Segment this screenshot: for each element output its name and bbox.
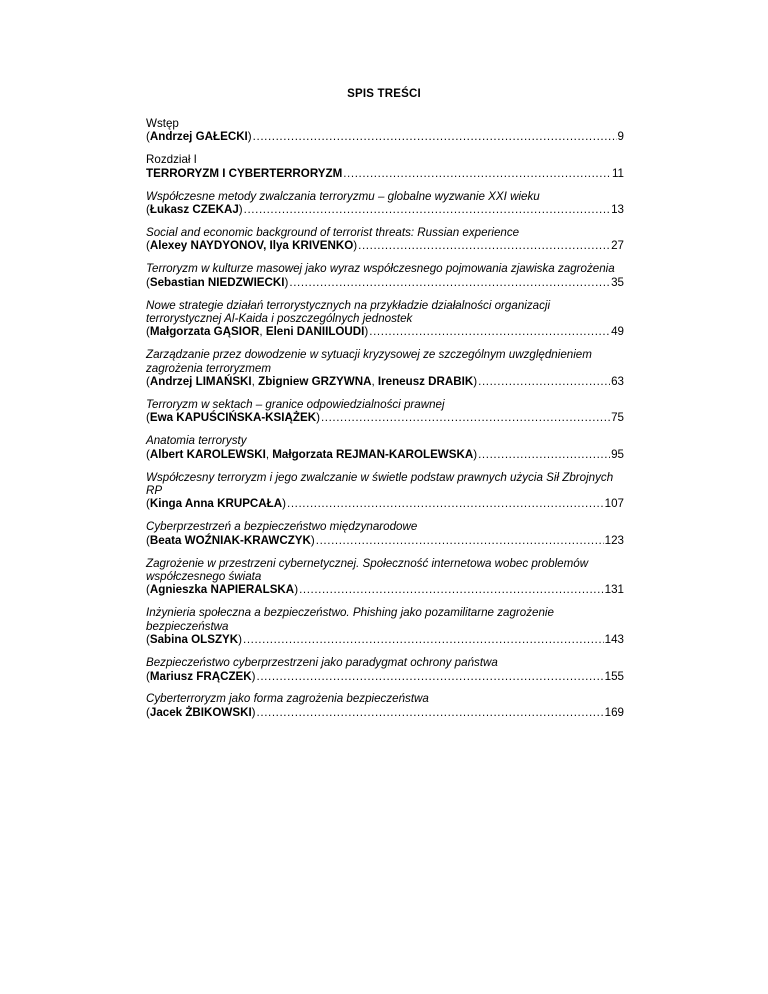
page-number: 169 <box>604 705 624 719</box>
dot-leader <box>257 706 604 719</box>
page-number: 9 <box>617 130 624 144</box>
toc-entry-title: Rozdział I <box>146 153 197 167</box>
author-name: Andrzej GAŁECKI <box>149 130 248 144</box>
dot-leader <box>343 167 611 180</box>
toc-entry-authors: (Małgorzata GĄSIOR, Eleni DANIILOUDI) <box>146 325 369 339</box>
toc-entry-reference-line <box>146 497 624 510</box>
toc-entry-reference-line <box>146 411 624 424</box>
table-of-contents <box>146 117 624 729</box>
toc-entry <box>146 656 624 683</box>
author-name: Alexey NAYDYONOV, Ilya KRIVENKO <box>149 239 354 253</box>
dot-leader <box>358 239 610 252</box>
toc-entry-reference-line <box>146 130 624 143</box>
author-name: Agnieszka NAPIERALSKA <box>149 583 295 597</box>
toc-entry-title: Terroryzm w sektach – granice odpowiedzialności prawnej <box>146 398 445 411</box>
toc-entry <box>146 190 624 217</box>
toc-heading: SPIS TREŚCI <box>347 88 421 100</box>
page-number: 75 <box>611 411 624 425</box>
dot-leader <box>289 276 610 289</box>
toc-entry-title: Współczesny terroryzm i jego zwalczanie w świetle podstaw prawnych użycia Sił Zbrojnych RP <box>146 470 614 498</box>
toc-entry-title: Współczesne metody zwalczania terroryzmu – globalne wyzwanie XXI wieku <box>146 189 540 203</box>
dot-leader <box>287 497 604 510</box>
toc-entry-authors: (Albert KAROLEWSKI, Małgorzata REJMAN-KAROLEWSKA) <box>146 447 478 461</box>
toc-entry <box>146 117 624 144</box>
toc-entry-title: Wstęp <box>146 117 179 130</box>
toc-entry-authors: (Agnieszka NAPIERALSKA) <box>146 583 299 597</box>
toc-entry-authors: (Andrzej GAŁECKI) <box>146 130 252 144</box>
author-name: Eleni DANIILOUDI <box>265 325 365 339</box>
toc-entry <box>146 262 624 289</box>
toc-entry-title: Cyberprzestrzeń a bezpieczeństwo międzynarodowe <box>146 520 418 534</box>
page-number: 123 <box>604 533 624 547</box>
page-number: 63 <box>611 375 624 389</box>
toc-entry <box>146 299 624 339</box>
toc-entry <box>146 692 624 719</box>
toc-entry-reference-line <box>146 375 624 388</box>
toc-entry-reference-line <box>146 670 624 683</box>
toc-entry-title: Zarządzanie przez dowodzenie w sytuacji kryzysowej ze szczególnym uwzględnieniem zagrożenia terroryzmem <box>146 348 592 375</box>
page-number: 27 <box>611 239 624 253</box>
toc-entry-reference-line <box>146 534 624 547</box>
toc-entry-title: Zagrożenie w przestrzeni cybernetycznej. Społeczność internetowa wobec problemów współczesnego świata <box>146 556 589 584</box>
toc-entry-authors: (Mariusz FRĄCZEK) <box>146 669 256 683</box>
toc-entry-authors: (Ewa KAPUŚCIŃSKA-KSIĄŻEK) <box>146 411 320 425</box>
toc-entry <box>146 153 624 180</box>
toc-entry-reference-line <box>146 583 624 596</box>
author-name: Sabina OLSZYK <box>149 633 239 647</box>
page-number: 155 <box>604 669 624 683</box>
toc-entry-authors: (Łukasz CZEKAJ) <box>146 203 243 217</box>
dot-leader <box>243 633 604 646</box>
dot-leader <box>257 670 604 683</box>
dot-leader <box>478 448 610 461</box>
toc-entry-reference-line <box>146 203 624 216</box>
toc-entry-title: Inżynieria społeczna a bezpieczeństwo. Phishing jako pozamilitarne zagrożenie bezpieczeństwa <box>146 606 554 633</box>
toc-entry <box>146 471 624 511</box>
toc-entry <box>146 434 624 461</box>
toc-entry-authors: (Andrzej LIMAŃSKI, Zbigniew GRZYWNA, Ireneusz DRABIK) <box>146 375 478 389</box>
page-number: 35 <box>611 275 624 289</box>
dot-leader <box>478 375 610 388</box>
toc-entry <box>146 606 624 646</box>
dot-leader <box>321 411 610 424</box>
dot-leader <box>316 534 604 547</box>
toc-entry-title: Anatomia terrorysty <box>146 434 247 448</box>
toc-entry-reference-line <box>146 239 624 252</box>
toc-entry-title: Bezpieczeństwo cyberprzestrzeni jako paradygmat ochrony państwa <box>146 656 498 670</box>
toc-entry <box>146 398 624 425</box>
dot-leader <box>244 203 610 216</box>
author-name: Małgorzata GĄSIOR <box>149 325 260 339</box>
dot-leader <box>299 583 604 596</box>
toc-entry-reference-line <box>146 276 624 289</box>
author-name: Sebastian NIEDZWIECKI <box>149 275 285 289</box>
toc-entry <box>146 226 624 253</box>
dot-leader <box>369 325 610 338</box>
author-name: Łukasz CZEKAJ <box>149 203 239 217</box>
author-name: Zbigniew GRZYWNA <box>258 375 372 389</box>
toc-entry-title: Cyberterroryzm jako forma zagrożenia bezpieczeństwa <box>146 692 429 706</box>
author-name: Ewa KAPUŚCIŃSKA-KSIĄŻEK <box>149 411 317 425</box>
toc-entry-authors: (Jacek ŻBIKOWSKI) <box>146 705 256 719</box>
page-number: 143 <box>604 633 624 647</box>
toc-entry-authors: (Kinga Anna KRUPCAŁA) <box>146 497 287 511</box>
author-name: Jacek ŻBIKOWSKI <box>149 705 252 719</box>
author-name: Andrzej LIMAŃSKI <box>149 375 252 389</box>
author-name: Małgorzata REJMAN-KAROLEWSKA <box>272 447 474 461</box>
chapter-heading: TERRORYZM I CYBERTERRORYZM <box>146 166 343 180</box>
toc-entry-reference-line <box>146 167 624 180</box>
page-number: 107 <box>604 497 624 511</box>
toc-entry <box>146 348 624 388</box>
toc-entry-authors <box>146 167 342 180</box>
page-number: 49 <box>611 325 624 339</box>
toc-entry-authors: (Alexey NAYDYONOV, Ilya KRIVENKO) <box>146 239 358 253</box>
toc-entry-title: Terroryzm w kulturze masowej jako wyraz współczesnego pojmowania zjawiska zagrożenia <box>146 262 615 276</box>
toc-entry-reference-line <box>146 325 624 338</box>
author-name: Beata WOŹNIAK-KRAWCZYK <box>149 533 311 547</box>
page-number: 11 <box>611 166 624 180</box>
page-number: 95 <box>611 447 624 461</box>
toc-entry-title: Social and economic background of terrorist threats: Russian experience <box>146 225 520 239</box>
page-number: 131 <box>604 583 624 597</box>
author-name: Ireneusz DRABIK <box>377 375 474 389</box>
toc-entry <box>146 520 624 547</box>
dot-leader <box>253 130 617 143</box>
toc-entry-authors: (Sebastian NIEDZWIECKI) <box>146 275 289 289</box>
toc-entry <box>146 557 624 597</box>
toc-entry-reference-line <box>146 448 624 461</box>
toc-entry-authors: (Beata WOŹNIAK-KRAWCZYK) <box>146 533 315 547</box>
toc-entry-reference-line <box>146 706 624 719</box>
author-name: Albert KAROLEWSKI <box>149 447 266 461</box>
toc-entry-reference-line <box>146 633 624 646</box>
toc-entry-title: Nowe strategie działań terrorystycznych na przykładzie działalności organizacji terrorystycznej Al-Kaida i poszczególnych jednostek <box>146 298 551 325</box>
page-number: 13 <box>611 203 624 217</box>
author-name: Kinga Anna KRUPCAŁA <box>149 497 283 511</box>
author-name: Mariusz FRĄCZEK <box>149 669 252 683</box>
toc-entry-authors: (Sabina OLSZYK) <box>146 633 243 647</box>
